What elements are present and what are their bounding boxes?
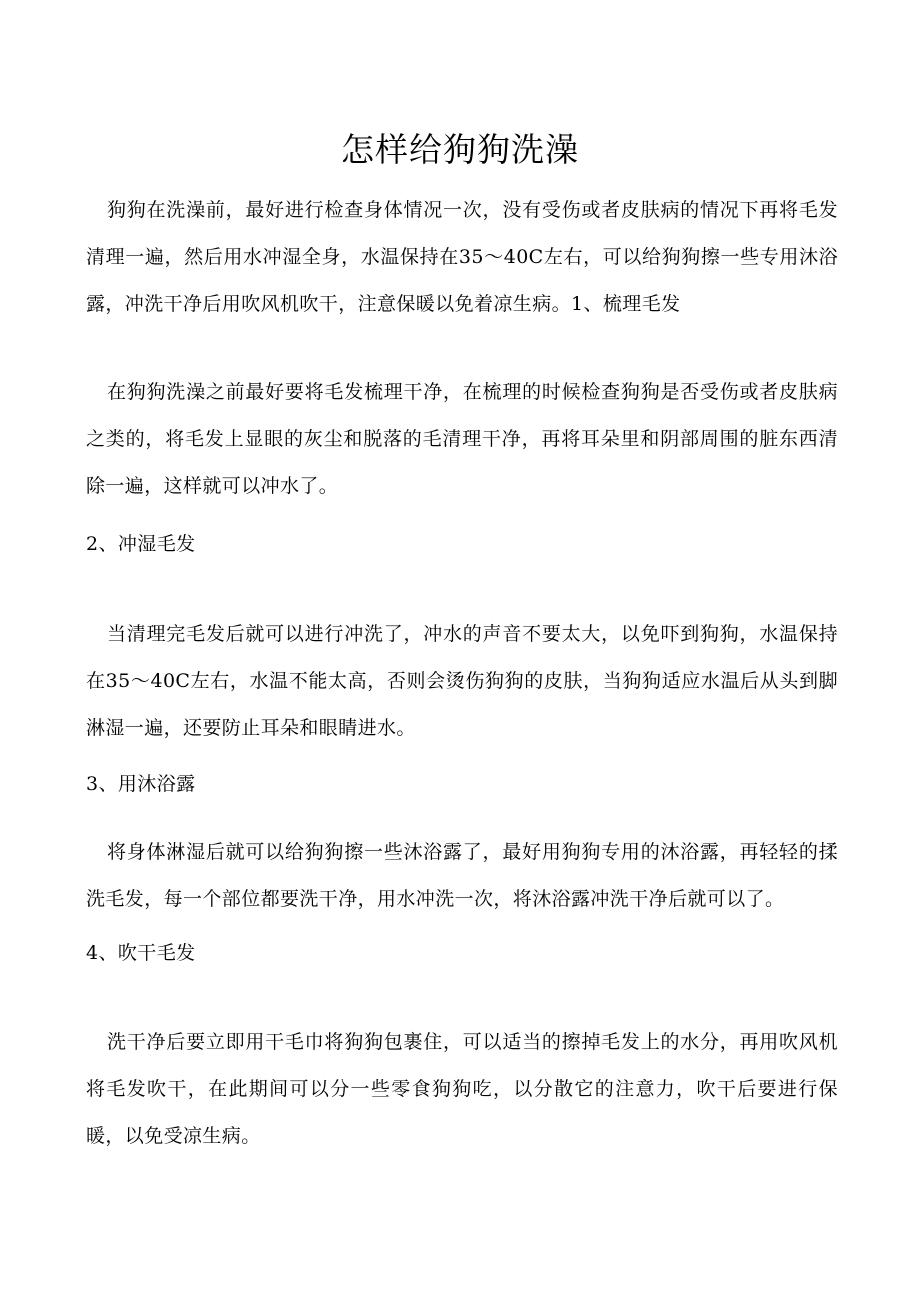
document-title: 怎样给狗狗洗澡	[341, 130, 579, 169]
paragraph-shampoo: 将身体淋湿后就可以给狗狗擦一些沐浴露了，最好用狗狗专用的沐浴露，再轻轻的揉洗毛发，每一个部位都要洗干净，用水冲洗一次，将沐浴露冲洗干净后就可以了。	[86, 841, 838, 910]
section-heading-rinse: 2、冲湿毛发	[86, 533, 196, 555]
intro-paragraph: 狗狗在洗澡前，最好进行检查身体情况一次，没有受伤或者皮肤病的情况下再将毛发清理一遍，然后用水冲湿全身，水温保持在35～40C左右，可以给狗狗擦一些专用沐浴露，冲洗干净后用吹风机吹干，注意保暖以免着凉生病。1、梳理毛发	[86, 199, 838, 315]
paragraph-dry: 洗干净后要立即用干毛巾将狗狗包裹住，可以适当的擦掉毛发上的水分，再用吹风机将毛发吹干，在此期间可以分一些零食狗狗吃，以分散它的注意力，吹干后要进行保暖，以免受凉生病。	[86, 1031, 838, 1147]
paragraph-combing: 在狗狗洗澡之前最好要将毛发梳理干净，在梳理的时候检查狗狗是否受伤或者皮肤病之类的，将毛发上显眼的灰尘和脱落的毛清理干净，再将耳朵里和阴部周围的脏东西清除一遍，这样就可以冲水了。	[86, 381, 838, 497]
section-heading-shampoo: 3、用沐浴露	[86, 773, 196, 795]
paragraph-rinse: 当清理完毛发后就可以进行冲洗了，冲水的声音不要太大，以免吓到狗狗，水温保持在35～40C左右，水温不能太高，否则会烫伤狗狗的皮肤，当狗狗适应水温后从头到脚淋湿一遍，还要防止耳朵和眼睛进水。	[86, 623, 838, 739]
section-heading-dry: 4、吹干毛发	[86, 942, 196, 964]
